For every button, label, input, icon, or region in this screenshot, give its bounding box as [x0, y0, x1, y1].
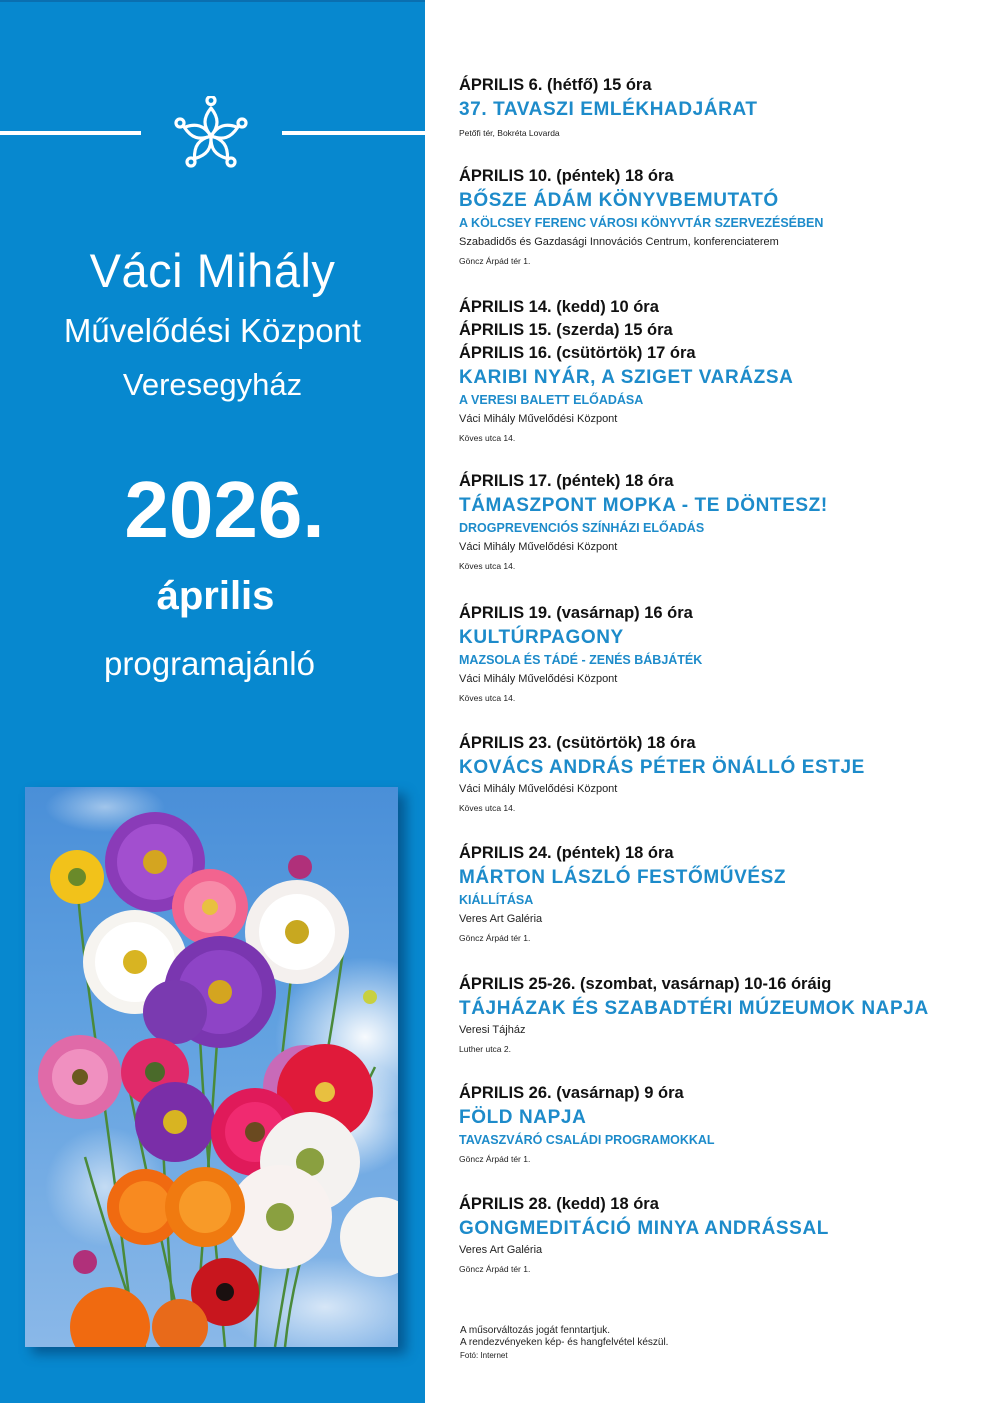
event-title: KARIBI NYÁR, A SZIGET VARÁZSA [459, 367, 794, 388]
event-item [459, 296, 979, 447]
event-venue: Szabadidős és Gazdasági Innovációs Centrum, konferenciaterem [459, 236, 779, 248]
event-item [459, 1082, 979, 1168]
event-title: BŐSZE ÁDÁM KÖNYVBEMUTATÓ [459, 190, 779, 211]
footer-notes [460, 1325, 668, 1362]
event-item [459, 842, 979, 947]
event-address: Göncz Árpád tér 1. [459, 256, 531, 266]
month-heading: április [156, 574, 275, 618]
sidebar-panel [0, 0, 425, 1403]
event-title: TÁJHÁZAK ÉS SZABADTÉRI MÚZEUMOK NAPJA [459, 998, 929, 1019]
event-title: FÖLD NAPJA [459, 1107, 587, 1128]
flower-people-icon [172, 96, 250, 174]
footer-disclaimer: A műsorváltozás jogát fenntartjuk. [460, 1325, 611, 1336]
event-date: ÁPRILIS 25-26. (szombat, vasárnap) 10-16 óráig [459, 975, 832, 993]
event-venue: Váci Mihály Művelődési Központ [459, 783, 618, 795]
divider-left [0, 131, 141, 135]
org-name-line2: Művelődési Központ [63, 312, 362, 349]
event-date: ÁPRILIS 15. (szerda) 15 óra [459, 321, 673, 339]
event-venue: Veresi Tájház [459, 1024, 526, 1036]
event-address: Köves utca 14. [459, 693, 516, 703]
event-venue: Veres Art Galéria [459, 1244, 543, 1256]
divider-right [282, 131, 425, 135]
event-subtitle: DROGPREVENCIÓS SZÍNHÁZI ELŐADÁS [459, 521, 705, 535]
event-title: GONGMEDITÁCIÓ MINYA ANDRÁSSAL [459, 1218, 829, 1239]
org-name-line1: Váci Mihály [89, 244, 336, 297]
event-item [459, 165, 979, 270]
event-date: ÁPRILIS 10. (péntek) 18 óra [459, 167, 674, 185]
event-title: MÁRTON LÁSZLÓ FESTŐMŰVÉSZ [459, 867, 787, 888]
event-title: KOVÁCS ANDRÁS PÉTER ÖNÁLLÓ ESTJE [459, 757, 865, 778]
event-date: ÁPRILIS 26. (vasárnap) 9 óra [459, 1084, 684, 1102]
event-address: Petőfi tér, Bokréta Lovarda [459, 128, 560, 138]
event-title: 37. TAVASZI EMLÉKHADJÁRAT [459, 99, 758, 120]
event-subtitle: A VERESI BALETT ELŐADÁSA [459, 393, 644, 407]
org-city: Veresegyház [122, 367, 303, 402]
event-address: Köves utca 14. [459, 803, 516, 813]
event-item [459, 1193, 979, 1278]
event-item [459, 602, 979, 707]
event-subtitle: A KÖLCSEY FERENC VÁROSI KÖNYVTÁR SZERVEZÉSÉBEN [459, 216, 824, 230]
event-item [459, 973, 979, 1058]
program-subtitle: programajánló [104, 645, 315, 682]
flower-photo [25, 787, 398, 1347]
year-heading: 2026. [124, 465, 325, 554]
event-address: Köves utca 14. [459, 561, 516, 571]
event-item [459, 470, 979, 575]
event-venue: Veres Art Galéria [459, 913, 543, 925]
event-venue: Váci Mihály Művelődési Központ [459, 673, 618, 685]
event-venue: Váci Mihály Művelődési Központ [459, 541, 618, 553]
event-address: Luther utca 2. [459, 1044, 511, 1054]
event-date: ÁPRILIS 28. (kedd) 18 óra [459, 1195, 659, 1213]
event-date: ÁPRILIS 24. (péntek) 18 óra [459, 844, 674, 862]
event-venue: Váci Mihály Művelődési Központ [459, 413, 618, 425]
event-title: KULTÚRPAGONY [459, 627, 624, 648]
footer-photo-credit: Fotó: Internet [460, 1351, 508, 1360]
footer-recording-notice: A rendezvényeken kép- és hangfelvétel készül. [460, 1337, 669, 1348]
event-date: ÁPRILIS 6. (hétfő) 15 óra [459, 76, 652, 94]
event-date: ÁPRILIS 23. (csütörtök) 18 óra [459, 734, 696, 752]
event-date: ÁPRILIS 14. (kedd) 10 óra [459, 298, 659, 316]
event-subtitle: TAVASZVÁRÓ CSALÁDI PROGRAMOKKAL [459, 1133, 715, 1147]
event-item [459, 732, 979, 817]
event-address: Göncz Árpád tér 1. [459, 1264, 531, 1274]
event-date: ÁPRILIS 16. (csütörtök) 17 óra [459, 344, 696, 362]
event-address: Göncz Árpád tér 1. [459, 1154, 531, 1164]
event-subtitle: MAZSOLA ÉS TÁDÉ - ZENÉS BÁBJÁTÉK [459, 653, 703, 667]
event-address: Göncz Árpád tér 1. [459, 933, 531, 943]
event-address: Köves utca 14. [459, 433, 516, 443]
event-subtitle: KIÁLLÍTÁSA [459, 893, 534, 907]
event-item [459, 74, 979, 142]
flower-illustration [25, 787, 398, 1347]
event-title: TÁMASZPONT MOPKA - TE DÖNTESZ! [459, 495, 828, 516]
event-date: ÁPRILIS 17. (péntek) 18 óra [459, 472, 674, 490]
event-date: ÁPRILIS 19. (vasárnap) 16 óra [459, 604, 693, 622]
